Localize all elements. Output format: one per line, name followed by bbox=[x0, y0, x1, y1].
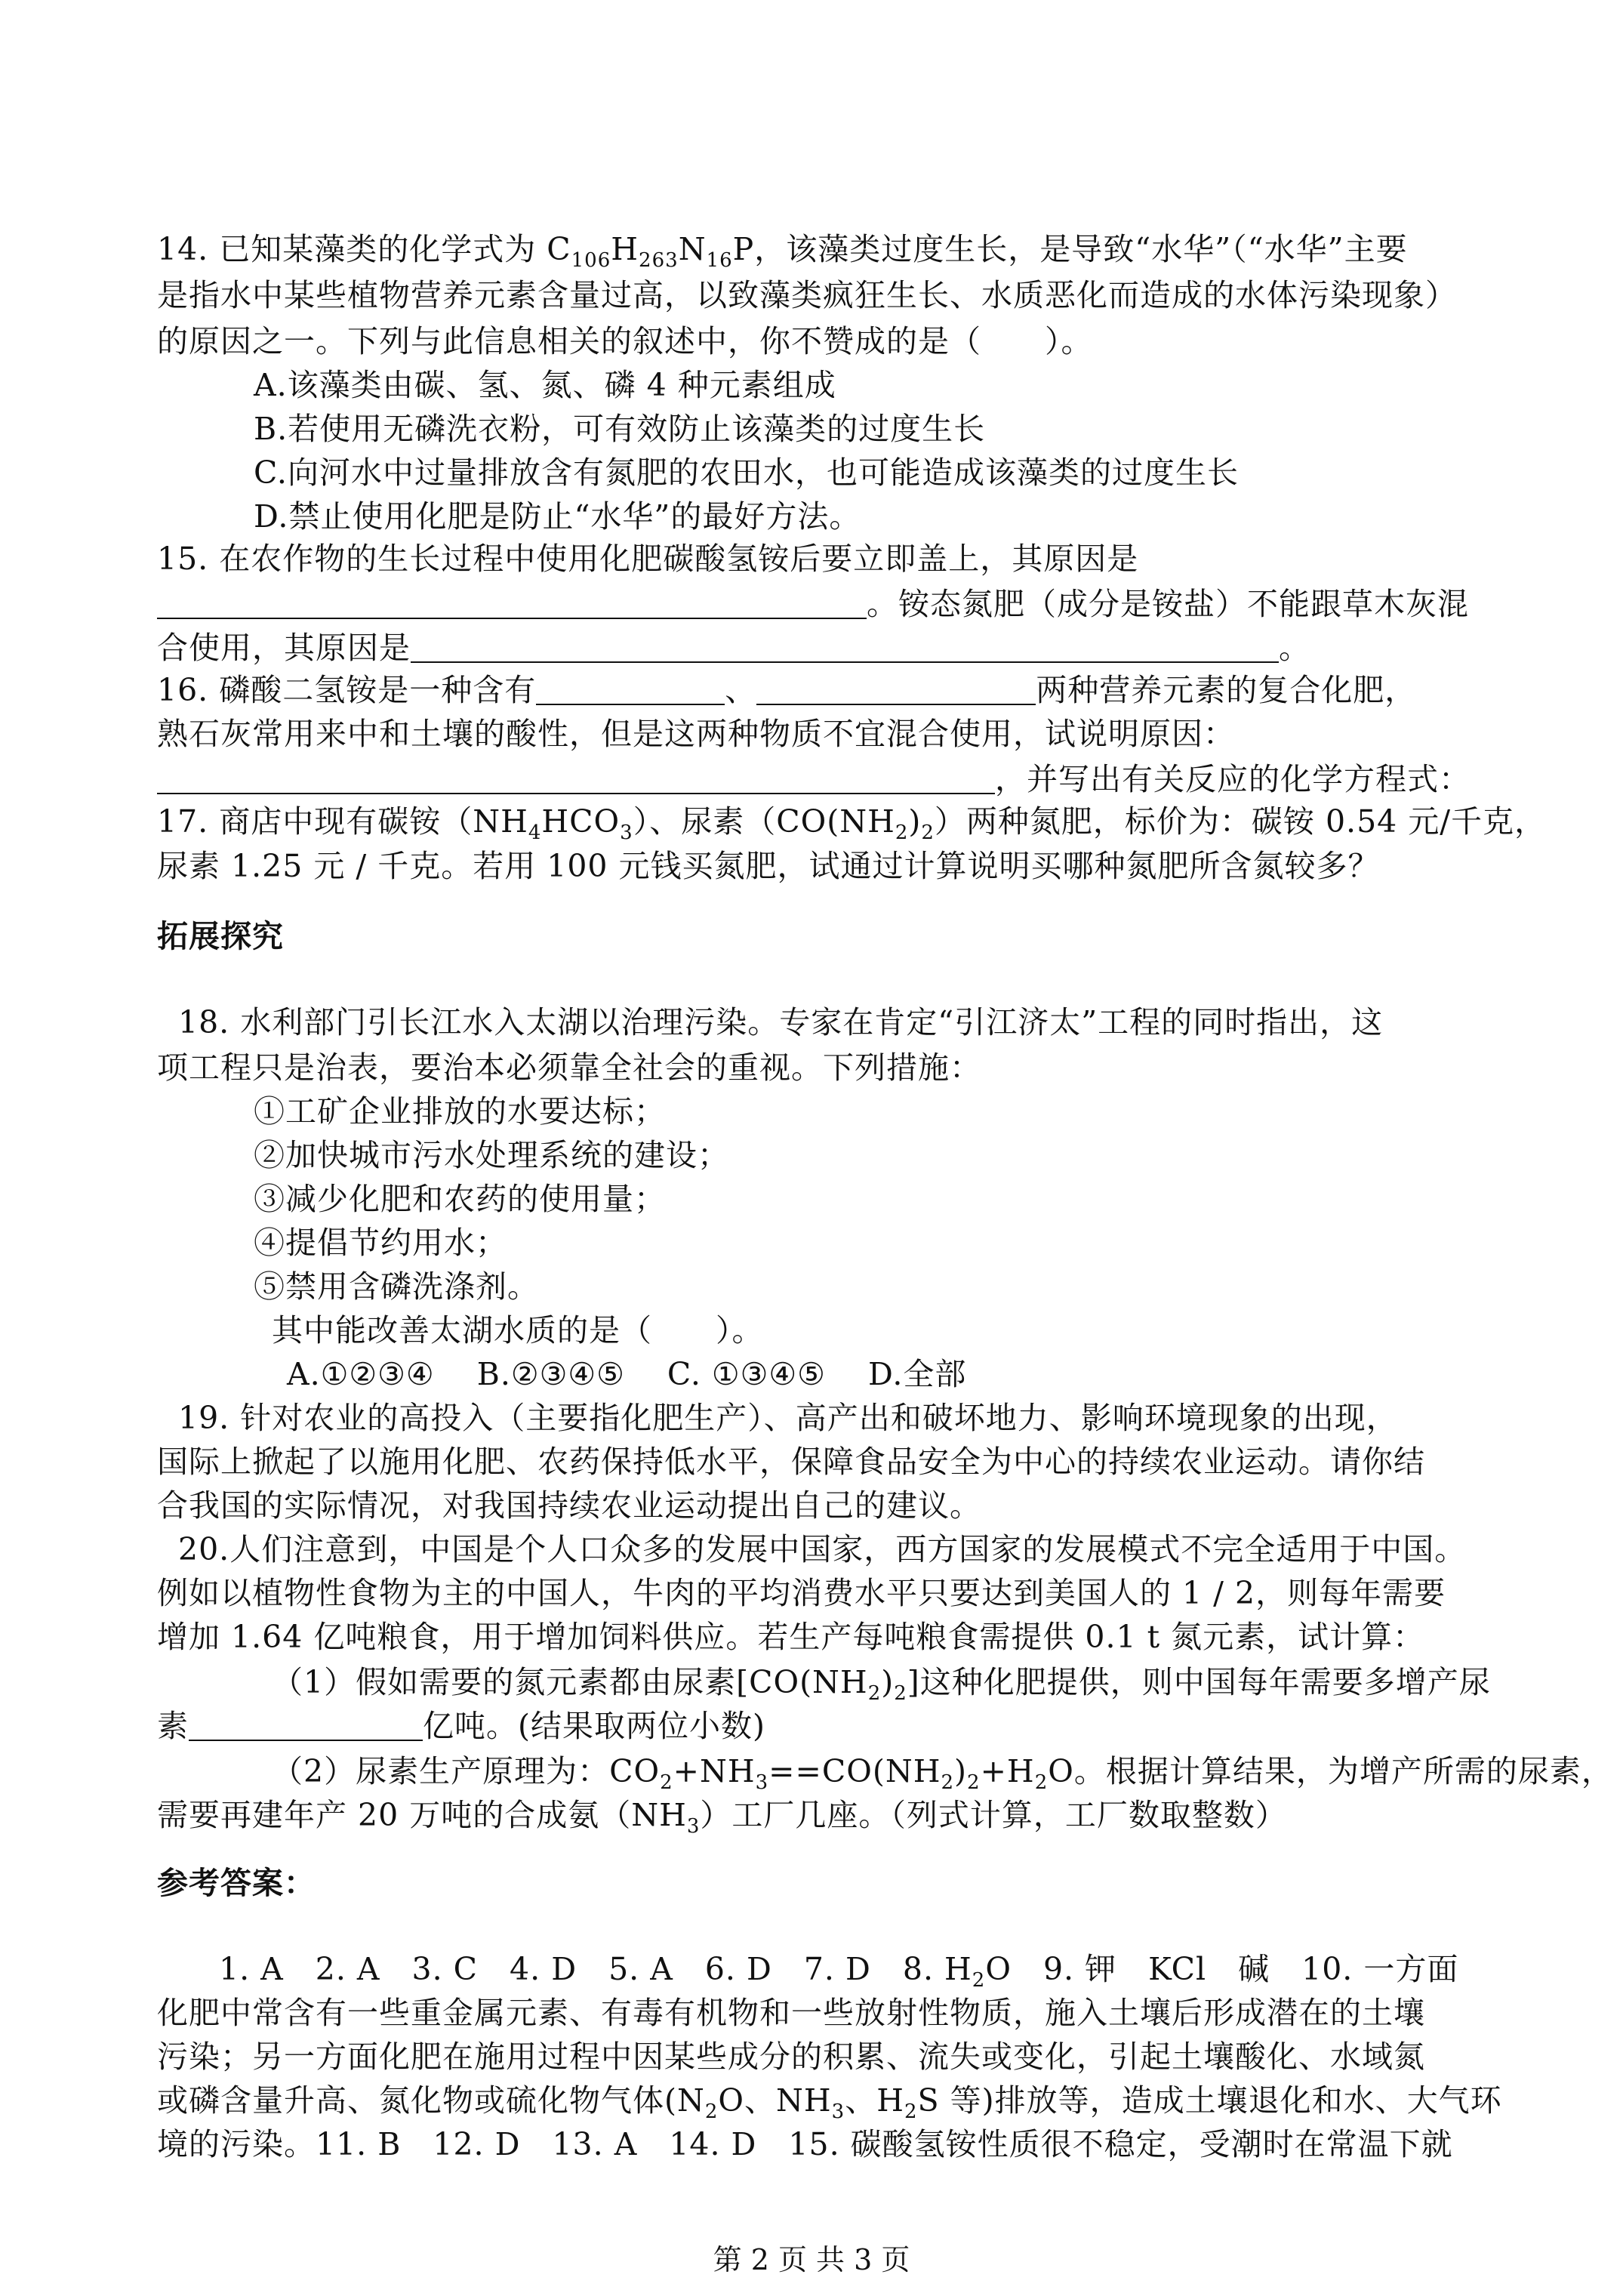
q15-line-1: 15. 在农作物的生长过程中使用化肥碳酸氢铵后要立即盖上，其原因是 bbox=[157, 541, 1139, 577]
q16-line-3: ，并写出有关反应的化学方程式： bbox=[157, 758, 1471, 800]
q20-part-1-line-2: 素 亿吨。(结果取两位小数) bbox=[157, 1708, 765, 1744]
q20-line-2: 例如以植物性食物为主的中国人，牛肉的平均消费水平只要达到美国人的 1 / 2，则每年需要 bbox=[157, 1575, 1446, 1611]
q17-line-2: 尿素 1.25 元 / 千克。若用 100 元钱买氮肥，试通过计算说明买哪种氮肥所含氮较多？ bbox=[157, 848, 1380, 884]
q20-line-3: 增加 1.64 亿吨粮食，用于增加饲料供应。若生产每吨粮食需提供 0.1 t 氮元素，试计算： bbox=[157, 1619, 1425, 1655]
page-footer: 第 2 页 共 3 页 bbox=[713, 2243, 910, 2276]
answers-heading: 参考答案： bbox=[157, 1865, 316, 1901]
q16-line-2: 熟石灰常用来中和土壤的酸性，但是这两种物质不宜混合使用，试说明原因： bbox=[157, 716, 1235, 752]
q15-line-3: 合使用，其原因是 。 bbox=[157, 630, 1310, 666]
q20-part-2-line-1: （2）尿素生产原理为：$CO_2+NH_3==CO(NH_2)_2+H_2O$。根据计算结果，为增产所需的尿素， bbox=[272, 1753, 1613, 1794]
q20-part-1-line-1: （1）假如需要的氮元素都由尿素$[CO(NH_2)_2]$这种化肥提供，则中国每年需要多增产尿 bbox=[272, 1664, 1491, 1705]
q18-line-1: 18. 水利部门引长江水入太湖以治理污染。专家在肯定“引江济太”工程的同时指出，这 bbox=[178, 1004, 1384, 1040]
q20-part-2-line-2: 需要再建年产 20 万吨的合成氨$(NH_3)$工厂几座。（列式计算，工厂数取整数） bbox=[157, 1797, 1287, 1838]
q18-measure-3: ③减少化肥和农药的使用量； bbox=[254, 1181, 666, 1217]
q18-measure-1: ①工矿企业排放的水要达标； bbox=[254, 1093, 666, 1130]
q18-measure-4: ④提倡节约用水； bbox=[254, 1225, 507, 1261]
q15-blank-1[interactable] bbox=[157, 587, 867, 619]
q19-line-1: 19. 针对农业的高投入（主要指化肥生产）、高产出和破坏地力、影响环境现象的出现， bbox=[178, 1400, 1398, 1436]
answers-line-3: 污染；另一方面化肥在施用过程中因某些成分的积累、流失或变化，引起土壤酸化、水域氮 bbox=[157, 2039, 1425, 2075]
q17-line-1: 17. 商店中现有碳铵$(NH_4HCO_3)$、尿素$(CO(NH_2)_2)$两种氮肥，标价为：碳铵 0.54 元/千克， bbox=[157, 803, 1547, 844]
q14-line-3: 的原因之一。下列与此信息相关的叙述中，你不赞成的是（ ）。 bbox=[157, 323, 1093, 359]
q18-measure-5: ⑤禁用含磷洗涤剂。 bbox=[254, 1268, 539, 1305]
q14-option-a: A.该藻类由碳、氢、氮、磷 4 种元素组成 bbox=[254, 367, 836, 403]
q15-blank-2[interactable] bbox=[411, 631, 1279, 663]
section-heading: 拓展探究 bbox=[157, 918, 284, 954]
q16-line-1: 16. 磷酸二氢铵是一种含有 、 两种营养元素的复合化肥， bbox=[157, 672, 1417, 708]
q19-line-2: 国际上掀起了以施用化肥、农药保持低水平，保障食品安全为中心的持续农业运动。请你结 bbox=[157, 1444, 1425, 1480]
q14-option-b: B.若使用无磷洗衣粉，可有效防止该藻类的过度生长 bbox=[254, 411, 986, 447]
q16-blank-3[interactable] bbox=[157, 763, 995, 794]
q14-option-c: C.向河水中过量排放含有氮肥的农田水，也可能造成该藻类的过度生长 bbox=[254, 455, 1239, 491]
answers-line-5: 境的污染。11. B 12. D 13. A 14. D 15. 碳酸氢铵性质很不稳定，受潮时在常温下就 bbox=[157, 2126, 1453, 2162]
q18-options: A.①②③④ B.②③④⑤ C. ①③④⑤ D.全部 bbox=[287, 1356, 967, 1392]
answers-line-2: 化肥中常含有一些重金属元素、有毒有机物和一些放射性物质，施入土壤后形成潜在的土壤 bbox=[157, 1995, 1425, 2031]
q18-line-2: 项工程只是治表，要治本必须靠全社会的重视。下列措施： bbox=[157, 1049, 981, 1086]
q14-line-1: 14. 已知某藻类的化学式为 $C_{106}H_{263}N_{16}P$，该藻类过度生长，是导致“水华”（“水华”主要 bbox=[157, 231, 1408, 272]
q14-option-d: D.禁止使用化肥是防止“水华”的最好方法。 bbox=[254, 498, 861, 535]
q16-blank-1[interactable] bbox=[536, 673, 725, 705]
q15-line-2: 。铵态氮肥（成分是铵盐）不能跟草木灰混 bbox=[157, 583, 1469, 625]
answers-line-4: 或磷含量升高、氮化物或硫化物气体($N_2O$、$NH_3$、$H_2S$ 等)排放等，造成土壤退化和水、大气环 bbox=[157, 2082, 1502, 2123]
answers-line-1: 1. A 2. A 3. C 4. D 5. A 6. D 7. D 8. $H_2O$ 9. 钾 KCl 碱 10. 一方面 bbox=[219, 1951, 1459, 1992]
q19-line-3: 合我国的实际情况，对我国持续农业运动提出自己的建议。 bbox=[157, 1487, 981, 1524]
q18-question: 其中能改善太湖水质的是（ ）。 bbox=[272, 1312, 764, 1348]
q14-line-2: 是指水中某些植物营养元素含量过高，以致藻类疯狂生长、水质恶化而造成的水体污染现象） bbox=[157, 277, 1457, 313]
q20-line-1: 20.人们注意到，中国是个人口众多的发展中国家，西方国家的发展模式不完全适用于中国。 bbox=[178, 1531, 1467, 1567]
q16-blank-2[interactable] bbox=[756, 673, 1036, 705]
q18-measure-2: ②加快城市污水处理系统的建设； bbox=[254, 1137, 729, 1173]
q20-blank-1[interactable] bbox=[189, 1709, 423, 1741]
